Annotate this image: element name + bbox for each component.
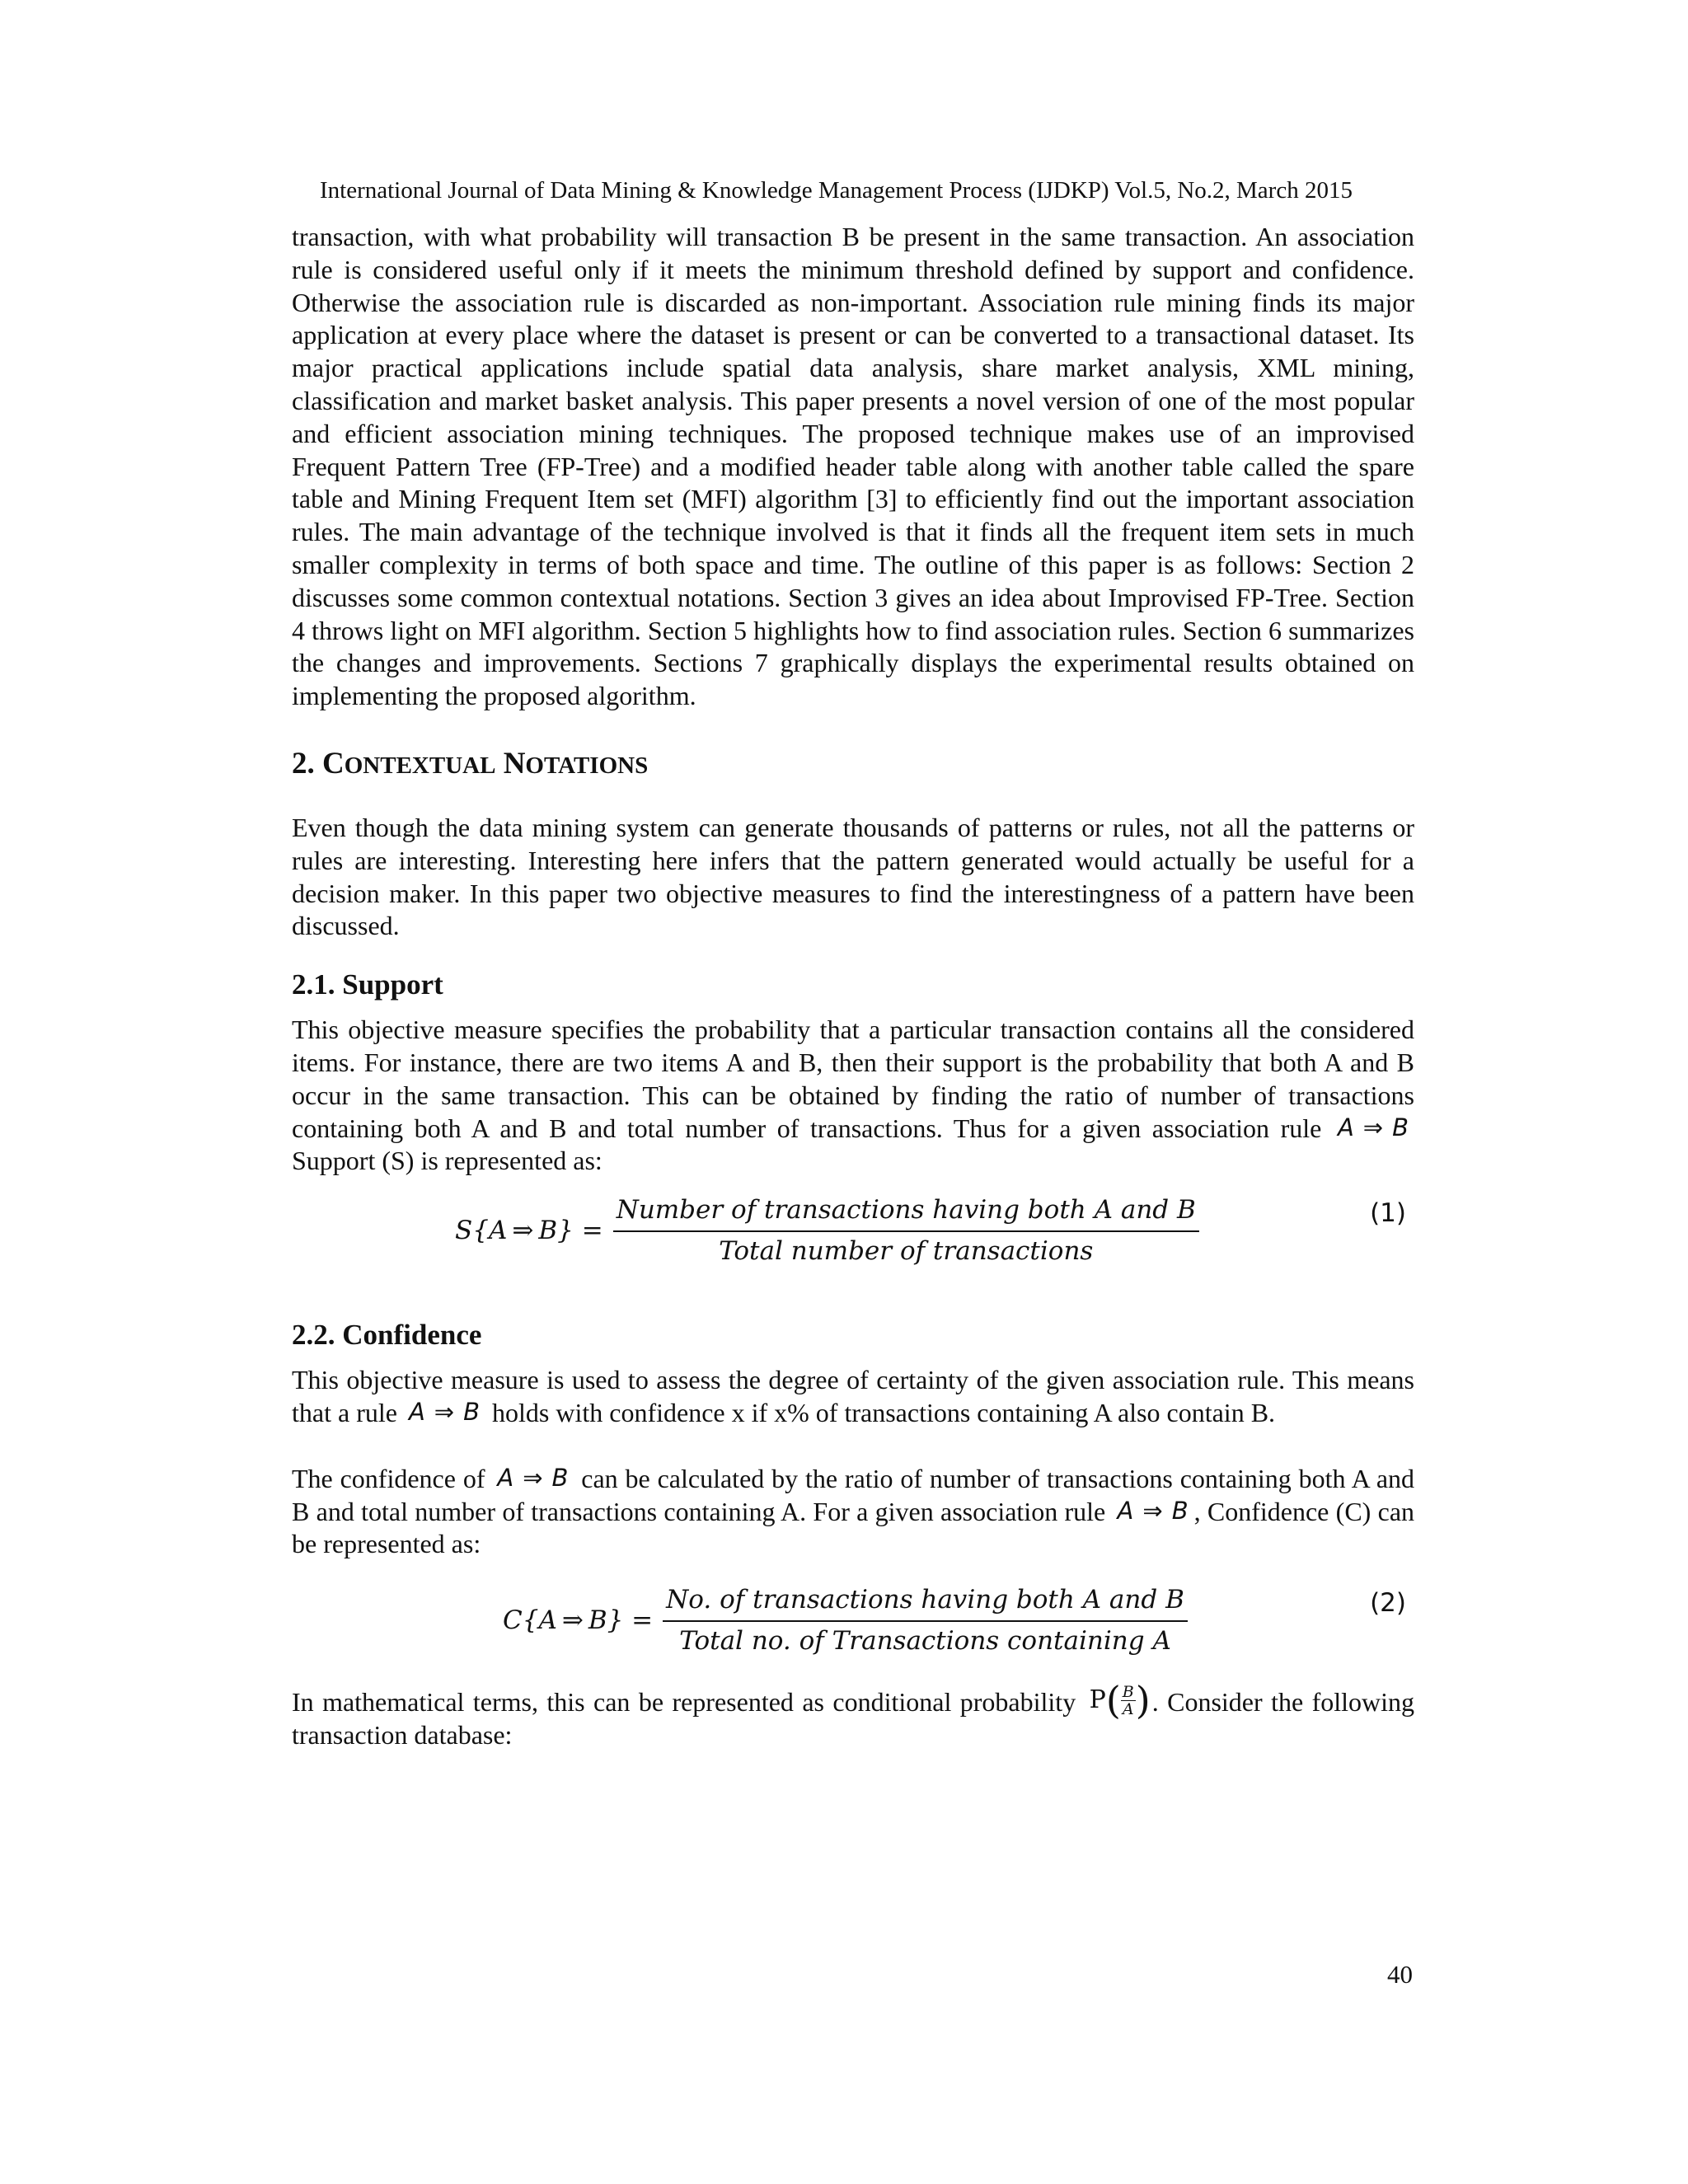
rule-a: A <box>1117 1496 1135 1525</box>
confidence-fraction <box>663 1584 1188 1658</box>
conf-p2-middle: can be calculated by the ratio of number of transactions containing both A and B and total number of transactions containing A. For a given association rule <box>292 1463 1415 1526</box>
spacer <box>292 1178 1414 1194</box>
eq-lhs-prefix: C{A <box>503 1605 557 1635</box>
support-equation-lhs <box>455 1215 603 1248</box>
eq-lhs-suffix: B} = <box>538 1216 603 1246</box>
confidence-rule-inline-2 <box>497 1463 570 1492</box>
support-rule-inline <box>1337 1113 1410 1141</box>
subsection-heading-confidence: 2.2. Confidence <box>292 1319 482 1352</box>
confidence-rule-inline-1 <box>408 1397 481 1426</box>
spacer <box>292 1561 1414 1584</box>
confidence-denominator: Total no. of Transactions containing A <box>663 1620 1188 1658</box>
rule-a: A <box>408 1397 426 1426</box>
prob-fraction <box>1121 1684 1136 1718</box>
confidence-paragraph-3 <box>292 1678 1415 1752</box>
support-text-before-rule: This objective measure specifies the probability that a particular transaction contains all the considered items. For instance, there are two items A and B, then their support is the probability that both A and B occur in the same transaction. This can be obtained by finding the ratio of number of transactions containing both A and B and total number of transactions. Thus for a given association rule <box>292 1015 1414 1143</box>
section-number: 2. <box>292 746 322 780</box>
section-title-initial-1: C <box>322 746 345 780</box>
eq-lhs-suffix: B} = <box>588 1605 654 1635</box>
spacer <box>292 1002 1414 1014</box>
support-fraction <box>613 1194 1199 1268</box>
equation-number-1: (1) <box>1370 1198 1406 1229</box>
running-header: International Journal of Data Mining & Knowledge Management Process (IJDKP) Vol.5, No.2, March 2015 <box>320 177 1353 204</box>
implies-arrow-icon: ⇒ <box>523 1463 544 1492</box>
support-numerator: Number of transactions having both A and B <box>616 1195 1196 1226</box>
confidence-equation-row <box>292 1584 1414 1670</box>
conf-p2-end: , Confidence (C) can be represented as: <box>292 1496 1415 1559</box>
implies-arrow-icon: ⇒ <box>1362 1113 1385 1141</box>
confidence-rule-inline-3 <box>1117 1496 1189 1525</box>
spacer <box>292 943 1414 968</box>
rule-a: A <box>497 1463 515 1492</box>
intro-paragraph: transaction, with what probability will transaction B be present in the same transaction. An association rule is considered useful only if it meets the minimum threshold defined by support and confidence. Otherwise the association rule is discarded as non-important. Association rule mining finds its major application at every place where the dataset is present or can be converted to a transactional dataset. Its major practical applications include spatial data analysis, share market analysis, XML mining, classification and market basket analysis. This paper presents a novel version of one of the most popular and efficient association mining techniques. The proposed technique makes use of an improvised Frequent Pattern Tree (FP-Tree) and a modified header table along with another table called the spare table and Mining Frequent Item set (MFI) algorithm [3] to efficiently find out the important association rules. The main advantage of the technique involved is that it finds all the frequent item sets in much smaller complexity in terms of both space and time. The outline of this paper is as follows: Section 2 discusses some common contextual notations. Section 3 gives an idea about Improvised FP-Tree. Section 4 throws light on MFI algorithm. Section 5 highlights how to find association rules. Section 6 summarizes the changes and improvements. Sections 7 graphically displays the experimental results obtained on implementing the proposed algorithm. <box>292 222 1414 711</box>
spacer <box>292 1670 1414 1681</box>
section-heading-contextual-notations <box>292 746 1414 784</box>
conditional-probability <box>1089 1678 1151 1723</box>
conf-p3-before-prob: In mathematical terms, this can be represented as conditional probability <box>292 1687 1076 1718</box>
implies-arrow-icon: ⇒ <box>561 1605 584 1635</box>
confidence-numerator: No. of transactions having both A and B <box>666 1585 1184 1615</box>
spacer <box>292 713 1414 746</box>
support-equation <box>455 1194 1199 1268</box>
section-title-rest-2: OTATIONS <box>525 752 649 779</box>
rule-b: B <box>1171 1496 1189 1525</box>
section2-paragraph: Even though the data mining system can generate thousands of patterns or rules, not all the patterns or rules are interesting. Interesting here infers that the pattern generated would actually be useful for a decision maker. In this paper two objective measures to find the interestingness of a pattern have been discussed. <box>292 812 1414 941</box>
conf-p1-after-rule: holds with confidence x if x% of transactions containing A also contain B. <box>492 1397 1276 1427</box>
spacer <box>292 1430 1414 1463</box>
confidence-equation-lhs <box>503 1605 653 1638</box>
spacer <box>292 1280 1414 1318</box>
section-title-initial-2: N <box>503 746 526 780</box>
support-text-after-rule: Support (S) is represented as: <box>292 1146 603 1176</box>
support-equation-row <box>292 1194 1414 1280</box>
subsection-heading-support: 2.1. Support <box>292 968 443 1001</box>
paren-close: ) <box>1135 1678 1151 1723</box>
support-paragraph <box>292 1014 1414 1178</box>
implies-arrow-icon: ⇒ <box>434 1397 456 1426</box>
implies-arrow-icon: ⇒ <box>512 1216 534 1246</box>
prob-top: B <box>1122 1682 1134 1701</box>
page-number: 40 <box>1387 1960 1413 1989</box>
rule-b: B <box>463 1397 481 1426</box>
spacer <box>292 1352 1414 1364</box>
paren-open: ( <box>1105 1678 1121 1723</box>
equation-number-2: (2) <box>1370 1588 1406 1619</box>
prob-bottom: A <box>1122 1699 1134 1718</box>
conf-p1-before-rule: This objective measure is used to assess the degree of certainty of the given association rule. This means that a rule <box>292 1365 1414 1427</box>
prob-p: P <box>1089 1685 1106 1715</box>
confidence-equation <box>503 1584 1188 1658</box>
implies-arrow-icon: ⇒ <box>1142 1496 1164 1525</box>
support-denominator: Total number of transactions <box>613 1230 1199 1268</box>
rule-b: B <box>551 1463 570 1492</box>
eq-lhs-prefix: S{A <box>455 1216 508 1246</box>
conf-p3-after-prob: . Consider the following transaction database: <box>292 1687 1415 1750</box>
spacer <box>292 784 1414 812</box>
confidence-paragraph-1 <box>292 1364 1414 1430</box>
conf-p2-start: The confidence of <box>292 1463 485 1493</box>
confidence-paragraph-2 <box>292 1463 1414 1561</box>
page-content <box>292 221 1414 1752</box>
section-title-rest-1: ONTEXTUAL <box>344 752 496 779</box>
rule-b: B <box>1392 1113 1410 1141</box>
rule-a: A <box>1337 1113 1355 1141</box>
